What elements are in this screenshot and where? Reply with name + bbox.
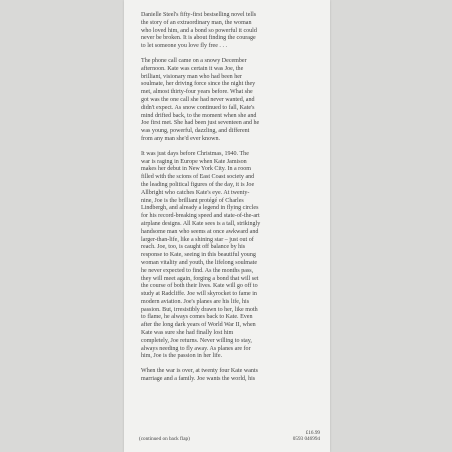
text-line: the course of both their lives. Kate will go off to — [141, 283, 258, 290]
text-line: The phone call came on a snowy December — [141, 57, 247, 64]
book-jacket-flap — [124, 0, 330, 452]
text-line: was young, powerful, dazzling, and different — [141, 128, 250, 135]
text-line: reach. Joe, too, is caught off balance by his — [141, 244, 246, 251]
text-line: mind drifted back, to the moment when she and — [141, 112, 257, 119]
text-line: modern aviation. Joe's planes are his life, his — [141, 298, 250, 305]
text-line: makes her debut in New York City. In a room — [141, 166, 251, 173]
text-line: marriage and a family. Joe wants the world, his — [141, 376, 256, 383]
blurb-text — [141, 12, 319, 391]
text-line: Allbright who catches Kate's eye. At twenty- — [141, 189, 250, 196]
text-line: passion. But, irresistibly drawn to her, like moth — [141, 306, 258, 313]
text-line: Lindbergh, and already a legend in flying circles — [141, 205, 259, 212]
text-line: study at Radcliffe. Joe will skyrocket to fame in — [141, 291, 257, 298]
text-line: met, almost thirty-four years before. What she — [141, 89, 253, 96]
text-line: Joe first met. She had been just seventeen and he — [141, 120, 260, 127]
text-line: to let someone you love fly free . . . — [141, 43, 227, 50]
text-line: didn't expect. As snow continued to fall, Kate's — [141, 104, 255, 111]
blurb-paragraph — [141, 12, 319, 51]
text-line: nine, Joe is the brilliant protégé of Charles — [141, 197, 244, 204]
text-line: the leading political figures of the day, it is Joe — [141, 181, 255, 188]
text-line: It was just days before Christmas, 1940. The — [141, 150, 249, 157]
text-line: brilliant, visionary man who had been her — [141, 73, 242, 80]
text-line: from any man she'd ever known. — [141, 135, 221, 142]
text-line: filled with the scions of East Coast society and — [141, 174, 255, 181]
text-line: always needing to fly away. As planes are for — [141, 345, 251, 352]
text-line: airplane designs. All Kate sees is a tall, strikingly — [141, 220, 261, 227]
text-line: woman vitality and youth, the lifelong soulmate — [141, 259, 258, 266]
price-block — [293, 430, 320, 443]
text-line: he never expected to find. As the months pass, — [141, 267, 254, 274]
text-line: him, Joe is the passion in her life. — [141, 353, 223, 360]
flap-footer — [139, 423, 320, 443]
text-line: never be broken. It is about finding the courage — [141, 35, 256, 42]
text-line: the story of an extraordinary man, the woman — [141, 19, 252, 26]
text-line: after the long dark years of World War II, when — [141, 322, 256, 329]
text-line: response to Kate, seeing in this beautiful young — [141, 252, 256, 259]
text-line: war is raging in Europe when Kate Jamison — [141, 158, 247, 165]
blurb-paragraph — [141, 151, 319, 362]
blurb-paragraph — [141, 58, 319, 144]
blurb-paragraph — [141, 368, 319, 384]
text-line: When the war is over, at twenty four Kate wants — [141, 368, 258, 375]
text-line: afternoon. Kate was certain it was Joe, the — [141, 65, 244, 72]
price: £16.99 — [305, 429, 320, 436]
text-line: Kate was sure she had finally lost him — [141, 330, 234, 337]
text-line: soulmate, her driving force since the night they — [141, 81, 256, 88]
text-line: to flame, he always comes back to Kate. Even — [141, 314, 253, 321]
isbn: 0593 046994 — [292, 436, 320, 443]
text-line: they will meet again, forging a bond that will set — [141, 275, 259, 282]
text-line: Danielle Steel's fifty-first bestselling novel tells — [141, 12, 257, 18]
text-line: who loved him, and a bond so powerful it could — [141, 27, 257, 34]
text-line: got was the one call she had never wanted, and — [141, 96, 255, 103]
text-line: larger-than-life, like a shining star – just out of — [141, 236, 254, 243]
text-line: handsome man who seems at once awkward and — [141, 228, 259, 235]
text-line: for his record-breaking speed and state-of-the-art — [141, 213, 260, 220]
text-line: completely, Joe returns. Never willing to stay, — [141, 337, 252, 344]
continued-note: (continued on back flap) — [139, 436, 190, 443]
